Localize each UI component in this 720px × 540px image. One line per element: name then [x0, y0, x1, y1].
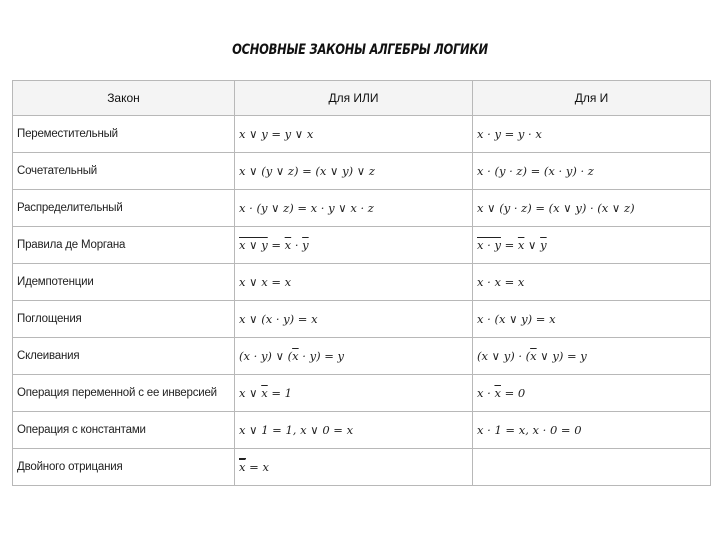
formula-and: x · 1 = x, x · 0 = 0	[473, 412, 711, 449]
page-title: ОСНОВНЫЕ ЗАКОНЫ АЛГЕБРЫ ЛОГИКИ	[232, 42, 488, 58]
law-name: Операция переменной с ее инверсией	[13, 375, 235, 412]
laws-table	[12, 80, 711, 486]
formula-and: x ∨ (y · z) = (x ∨ y) · (x ∨ z)	[473, 190, 711, 227]
law-name: Сочетательный	[13, 153, 235, 190]
table-header-row	[13, 81, 711, 116]
header-law: Закон	[13, 81, 235, 116]
formula-or: x ∨ y = y ∨ x	[235, 116, 473, 153]
table-row	[13, 153, 711, 190]
law-name: Склеивания	[13, 338, 235, 375]
table-row	[13, 412, 711, 449]
table-row	[13, 264, 711, 301]
formula-or: x ∨ (x · y) = x	[235, 301, 473, 338]
law-name: Поглощения	[13, 301, 235, 338]
formula-and	[473, 449, 711, 486]
table-row	[13, 449, 711, 486]
formula-and: $x \cdot \overline{x} = 0$	[473, 375, 711, 412]
header-or: Для ИЛИ	[235, 81, 473, 116]
table-row	[13, 116, 711, 153]
law-name: Идемпотенции	[13, 264, 235, 301]
formula-and: x · (y · z) = (x · y) · z	[473, 153, 711, 190]
table-row	[13, 301, 711, 338]
law-name: Операция с константами	[13, 412, 235, 449]
law-name: Распределительный	[13, 190, 235, 227]
formula-or: x ∨ $\overline{x} = 1$	[235, 375, 473, 412]
table-row	[13, 338, 711, 375]
formula-and: x · (x ∨ y) = x	[473, 301, 711, 338]
table-row	[13, 190, 711, 227]
law-name: Правила де Моргана	[13, 227, 235, 264]
law-name: Переместительный	[13, 116, 235, 153]
formula-and: $x \cdot y = \overline{x}$ ∨ $\overline{y}$	[473, 227, 711, 264]
formula-or: (x · y) ∨ $(\overline{x} \cdot y) = y$	[235, 338, 473, 375]
formula-or: x ∨ 1 = 1, x ∨ 0 = x	[235, 412, 473, 449]
header-and: Для И	[473, 81, 711, 116]
formula-and: x · y = y · x	[473, 116, 711, 153]
table-row	[13, 227, 711, 264]
law-name: Двойного отрицания	[13, 449, 235, 486]
formula-and: x · x = x	[473, 264, 711, 301]
formula-or: $\overline{x} = x$	[235, 449, 473, 486]
formula-or: x ∨ $y = \overline{x} \cdot \overline{y}$	[235, 227, 473, 264]
table-row	[13, 375, 711, 412]
formula-or: x · (y ∨ z) = x · y ∨ x · z	[235, 190, 473, 227]
formula-or: x ∨ x = x	[235, 264, 473, 301]
formula-and: (x ∨ $y) \cdot (\overline{x}$ ∨ y) = y	[473, 338, 711, 375]
formula-or: x ∨ (y ∨ z) = (x ∨ y) ∨ z	[235, 153, 473, 190]
